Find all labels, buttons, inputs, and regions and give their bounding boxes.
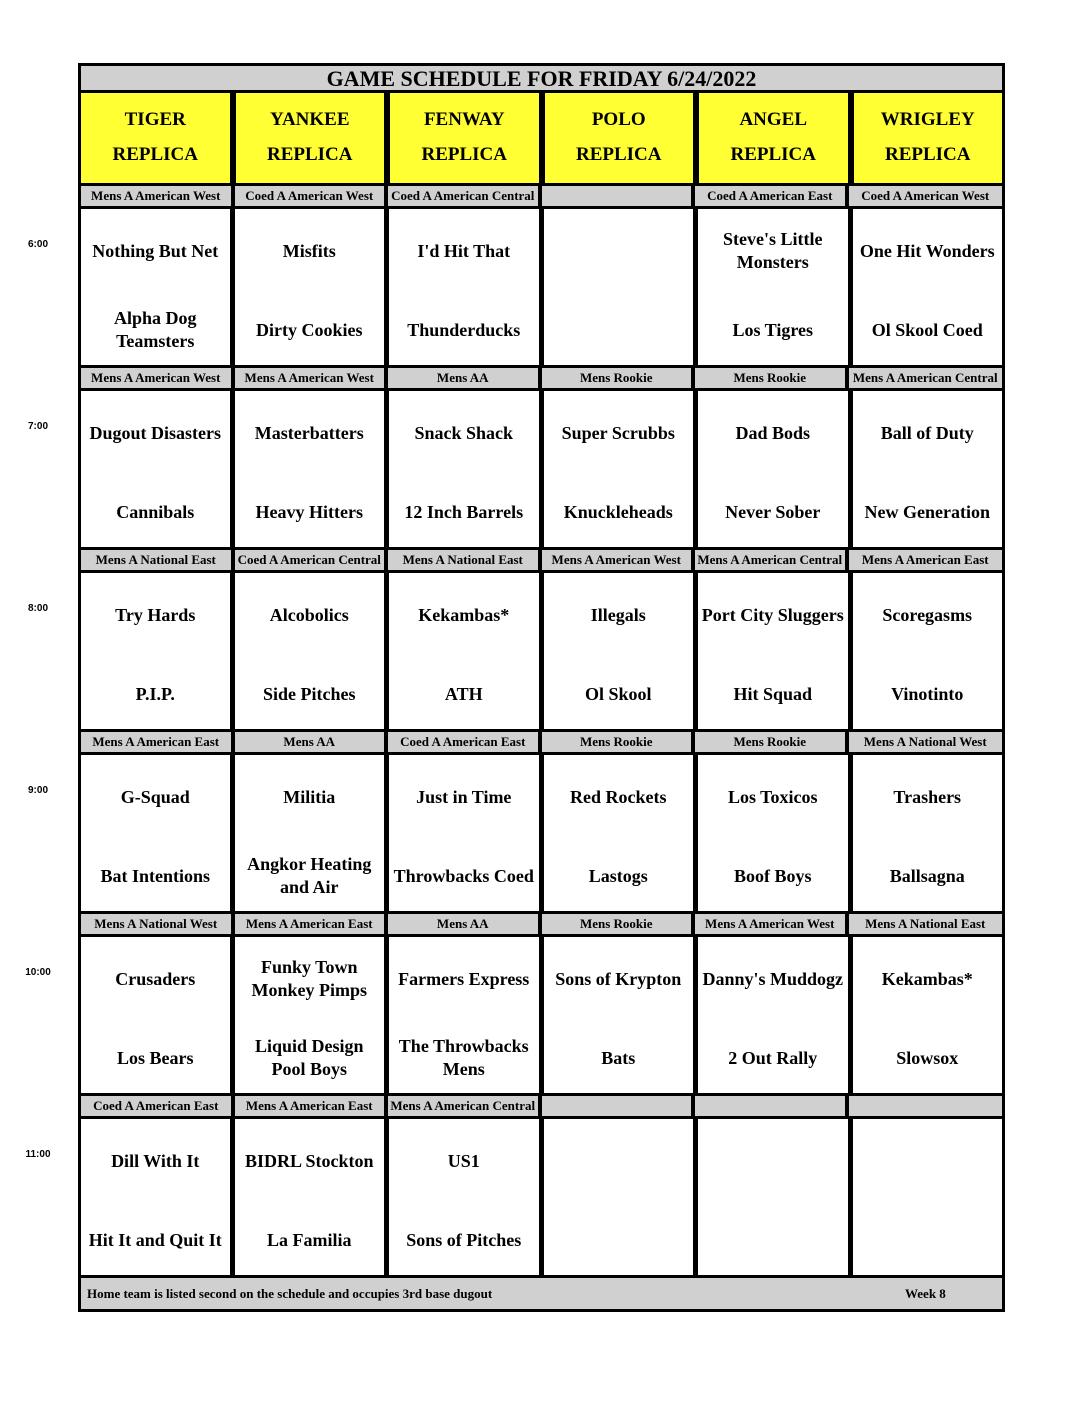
division-label: Mens A National East (388, 550, 542, 570)
game-cell (542, 937, 697, 1096)
venue-header (696, 93, 851, 186)
time-slots (25, 186, 1005, 1278)
away-team: BIDRL Stockton (244, 1150, 374, 1171)
division-label: Mens A American West (695, 914, 849, 934)
division-label: Mens A National East (81, 550, 235, 570)
away-team: Scoregasms (882, 604, 973, 625)
home-team: Ol Skool Coed (871, 319, 983, 340)
game-row (27, 573, 1005, 732)
game-cell (387, 209, 542, 368)
venue-sub: REPLICA (266, 144, 353, 165)
game-cell (387, 391, 542, 550)
home-team: Thunderducks (407, 319, 521, 340)
division-row (78, 550, 1005, 573)
game-cell (696, 209, 851, 368)
division-row (78, 1096, 1005, 1119)
venue-header (851, 93, 1006, 186)
home-team: Knuckleheads (563, 501, 673, 522)
game-cell (851, 755, 1006, 914)
away-team: Ball of Duty (880, 422, 974, 443)
game-cell (542, 209, 697, 368)
division-label: Mens AA (235, 732, 389, 752)
division-label: Mens AA (388, 368, 542, 388)
division-row (78, 732, 1005, 755)
home-team: Heavy Hitters (255, 501, 363, 522)
home-team: Dirty Cookies (256, 319, 363, 340)
division-label: Mens A National West (863, 734, 987, 749)
away-team: Red Rockets (570, 786, 667, 807)
away-team: Militia (283, 786, 336, 807)
away-team: Kekambas* (881, 968, 973, 989)
home-team: Lastogs (588, 865, 648, 886)
game-row (27, 391, 1005, 550)
home-team: Angkor Heating and Air (247, 854, 372, 897)
home-team: Bat Intentions (100, 865, 211, 886)
venue-sub: REPLICA (575, 144, 662, 165)
game-cell (233, 1119, 388, 1278)
division-label (542, 1096, 696, 1116)
home-team: Boof Boys (733, 865, 812, 886)
division-label (542, 186, 696, 206)
division-row (78, 186, 1005, 209)
game-cell (696, 573, 851, 732)
venue-sub: REPLICA (884, 144, 971, 165)
home-team: Vinotinto (891, 683, 964, 704)
home-team (853, 1212, 1003, 1268)
venue-name: FENWAY (423, 109, 505, 130)
venue-name: WRIGLEY (880, 109, 975, 130)
game-cell (233, 937, 388, 1096)
away-team: Illegals (590, 604, 646, 625)
division-label: Mens A National West (81, 914, 235, 934)
away-team (698, 1133, 848, 1189)
game-cell (696, 755, 851, 914)
division-label: Mens A American Central (695, 550, 849, 570)
game-cell (78, 209, 233, 368)
home-team: 12 Inch Barrels (404, 501, 524, 522)
time-label: 9:00 (27, 785, 48, 796)
division-label: Mens Rookie (542, 732, 696, 752)
game-cell (851, 391, 1006, 550)
division-label: Mens Rookie (695, 368, 849, 388)
time-label: 11:00 (25, 1149, 51, 1160)
away-team: Sons of Krypton (555, 968, 682, 989)
game-cell (851, 937, 1006, 1096)
game-cell (78, 755, 233, 914)
game-cell (851, 1119, 1006, 1278)
home-team: Cannibals (116, 501, 195, 522)
game-cell (696, 937, 851, 1096)
time-label: 6:00 (27, 239, 48, 250)
time-label: 7:00 (27, 421, 48, 432)
home-team: La Familia (267, 1229, 352, 1250)
division-label: Coed A American Central (235, 550, 389, 570)
game-cell (233, 391, 388, 550)
venue-header-row (78, 93, 1005, 186)
time-label: 8:00 (27, 603, 48, 614)
division-row (78, 914, 1005, 937)
game-cell (78, 1119, 233, 1278)
away-team: Alcobolics (269, 604, 349, 625)
game-cell (233, 209, 388, 368)
away-team: One Hit Wonders (859, 240, 995, 261)
division-label: Mens A American West (81, 186, 235, 206)
game-cell (387, 755, 542, 914)
home-team: Ol Skool (584, 683, 652, 704)
division-label (849, 1096, 1002, 1116)
away-team: Just in Time (416, 786, 512, 807)
venue-header (387, 93, 542, 186)
division-label: Mens A American Central (388, 1096, 542, 1116)
division-label: Coed A American West (861, 188, 990, 203)
game-cell (78, 573, 233, 732)
away-team: Port City Sluggers (701, 604, 844, 625)
home-team: Liquid Design Pool Boys (254, 1036, 364, 1079)
home-team (544, 302, 694, 358)
away-team: Trashers (893, 786, 962, 807)
division-row (78, 368, 1005, 391)
schedule-footer (78, 1278, 1005, 1312)
division-label: Coed A American East (695, 186, 849, 206)
venue-name: ANGEL (739, 109, 808, 130)
division-label: Mens A American East (235, 914, 389, 934)
away-team (853, 1133, 1003, 1189)
game-cell (696, 391, 851, 550)
away-team: G-Squad (120, 786, 190, 807)
home-team: ATH (444, 683, 483, 704)
schedule-title: GAME SCHEDULE FOR FRIDAY 6/24/2022 (78, 63, 1005, 93)
away-team: Dill With It (111, 1150, 200, 1171)
division-label: Mens Rookie (542, 368, 696, 388)
venue-sub: REPLICA (112, 144, 198, 165)
game-cell (542, 391, 697, 550)
game-cell (851, 573, 1006, 732)
division-label: Mens A American West (542, 550, 696, 570)
home-team: Hit Squad (733, 683, 813, 704)
division-label: Mens A American East (861, 552, 989, 567)
away-team: Funky Town Monkey Pimps (251, 957, 367, 1000)
game-cell (387, 573, 542, 732)
away-team: Masterbatters (254, 422, 364, 443)
venue-name: TIGER (124, 109, 186, 130)
away-team: Dad Bods (735, 422, 811, 443)
division-label: Mens A American West (235, 368, 389, 388)
away-team: Super Scrubbs (561, 422, 675, 443)
division-label: Mens A American West (81, 368, 235, 388)
home-team: Never Sober (725, 501, 821, 522)
away-team: Nothing But Net (92, 240, 219, 261)
game-cell (542, 573, 697, 732)
home-team: Sons of Pitches (406, 1229, 522, 1250)
home-team: The Throwbacks Mens (398, 1036, 529, 1079)
venue-sub: REPLICA (421, 144, 507, 165)
venue-sub: REPLICA (730, 144, 816, 165)
game-cell (851, 209, 1006, 368)
away-team: Steve's Little Monsters (723, 229, 823, 272)
home-team: Los Tigres (732, 319, 814, 340)
division-label: Mens A National East (865, 916, 986, 931)
game-row (25, 1119, 1005, 1278)
time-label: 10:00 (25, 967, 51, 978)
away-team (544, 1133, 694, 1189)
away-team: Snack Shack (414, 422, 514, 443)
home-team (698, 1212, 848, 1268)
game-cell (542, 755, 697, 914)
away-team (544, 223, 694, 279)
away-team: Misfits (282, 240, 336, 261)
away-team: I'd Hit That (417, 240, 511, 261)
game-cell (696, 1119, 851, 1278)
home-team: Throwbacks Coed (393, 865, 534, 886)
home-team: 2 Out Rally (728, 1047, 818, 1068)
away-team: Crusaders (115, 968, 196, 989)
game-row (25, 937, 1005, 1096)
division-label: Coed A American East (81, 1096, 235, 1116)
away-team: Kekambas* (418, 604, 510, 625)
week-label: Week 8 (905, 1286, 946, 1301)
division-label: Coed A American West (235, 186, 389, 206)
schedule-table (25, 63, 1005, 1312)
division-label: Mens AA (388, 914, 542, 934)
venue-header (78, 93, 233, 186)
home-team: Ballsagna (889, 865, 965, 886)
away-team: Farmers Express (398, 968, 530, 989)
division-label: Mens A American East (81, 732, 235, 752)
division-label: Mens Rookie (695, 732, 849, 752)
away-team: Danny's Muddogz (702, 968, 844, 989)
game-cell (387, 937, 542, 1096)
home-team: New Generation (864, 501, 990, 522)
home-team: Side Pitches (263, 683, 356, 704)
away-team: Los Toxicos (727, 786, 818, 807)
venue-header (542, 93, 697, 186)
game-cell (542, 1119, 697, 1278)
game-row (27, 755, 1005, 914)
game-cell (78, 391, 233, 550)
game-cell (233, 573, 388, 732)
game-cell (78, 937, 233, 1096)
venue-name: YANKEE (269, 109, 350, 130)
home-team: Los Bears (117, 1047, 194, 1068)
home-team: Slowsox (896, 1047, 959, 1068)
division-label: Coed A American East (388, 732, 542, 752)
division-label: Mens A American East (235, 1096, 389, 1116)
away-team: Dugout Disasters (89, 422, 221, 443)
division-label: Mens Rookie (542, 914, 696, 934)
division-label (695, 1096, 849, 1116)
venue-name: POLO (591, 109, 646, 130)
game-cell (387, 1119, 542, 1278)
division-label: Mens A American Central (852, 370, 998, 385)
division-label: Coed A American Central (388, 186, 542, 206)
home-team: Bats (601, 1047, 636, 1068)
game-row (27, 209, 1005, 368)
home-team: P.I.P. (135, 683, 175, 704)
away-team: US1 (447, 1150, 480, 1171)
home-team: Alpha Dog Teamsters (113, 308, 197, 351)
home-team: Hit It and Quit It (88, 1229, 222, 1250)
venue-header (233, 93, 388, 186)
away-team: Try Hards (115, 604, 196, 625)
home-team (544, 1212, 694, 1268)
game-cell (233, 755, 388, 914)
footer-note: Home team is listed second on the schedule and occupies 3rd base dugout (87, 1286, 493, 1301)
